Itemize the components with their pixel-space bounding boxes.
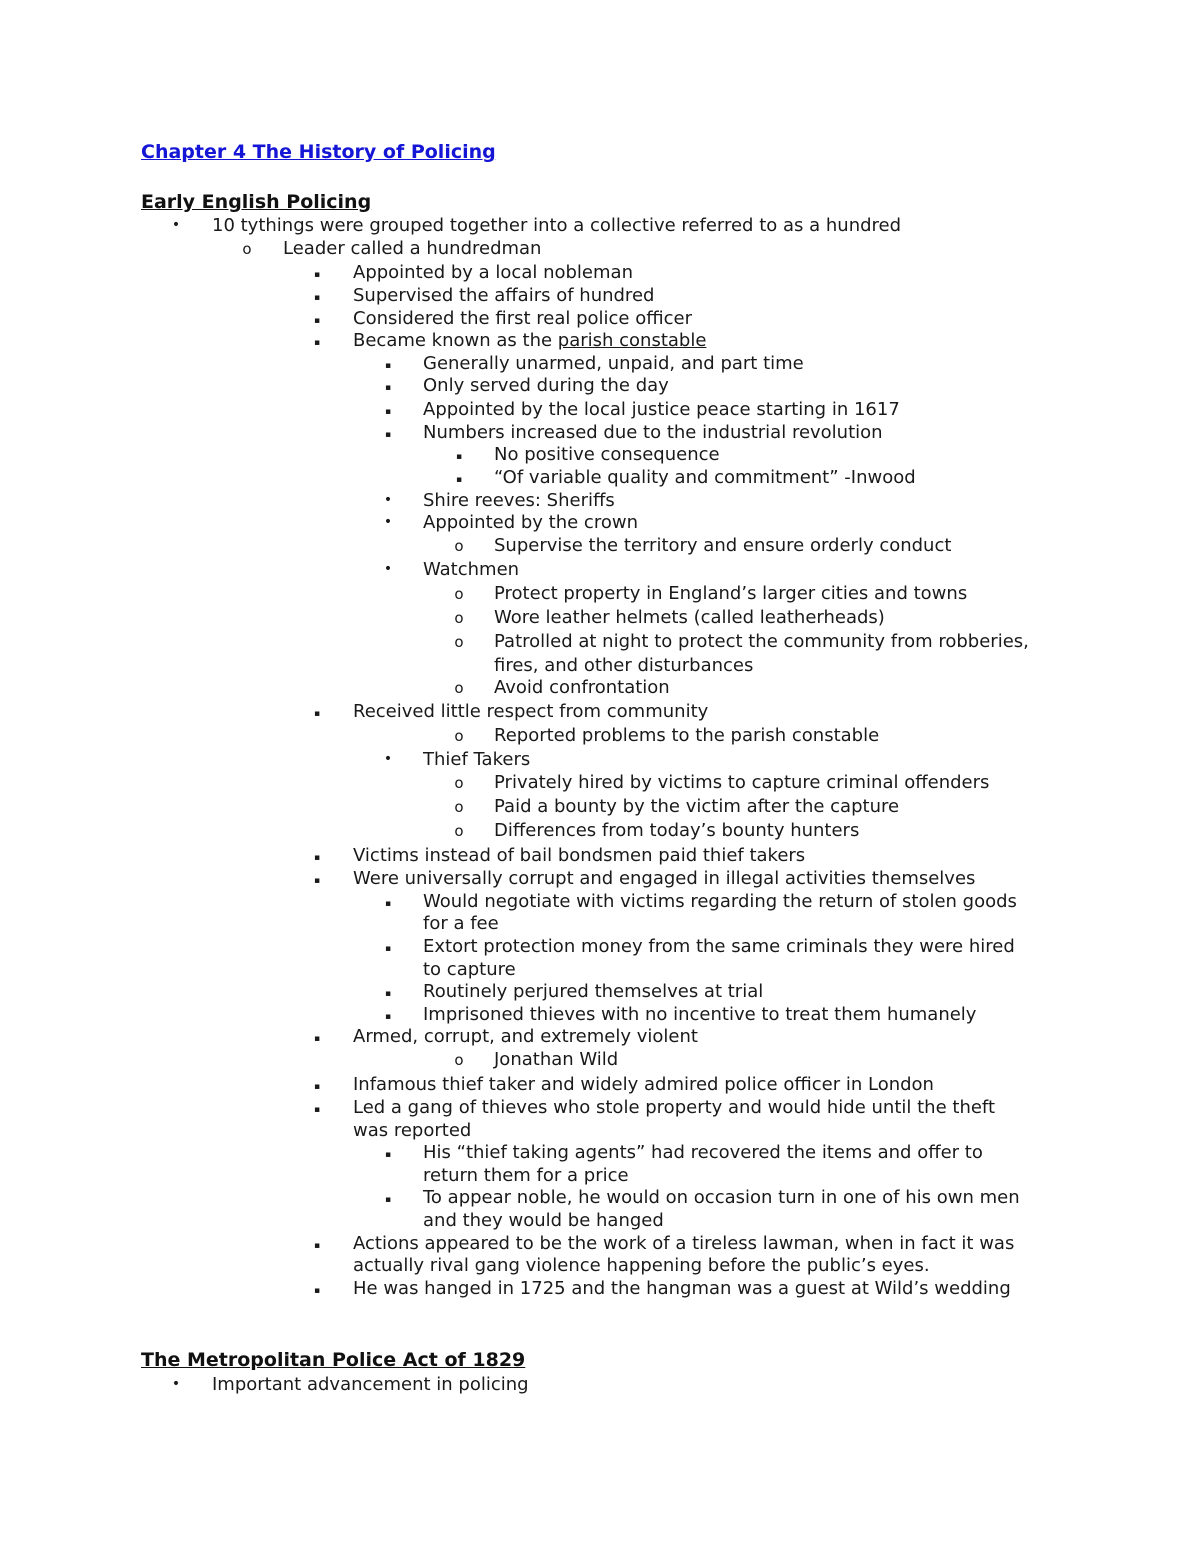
bullet-marker: • — [383, 514, 393, 530]
list-item — [384, 1186, 1020, 1209]
list-item — [313, 261, 633, 284]
list-item-text: Jonathan Wild — [494, 1049, 619, 1070]
bullet-marker: o — [454, 609, 464, 627]
list-item — [384, 1141, 983, 1164]
list-item — [313, 307, 693, 330]
list-item-text: Actions appeared to be the work of a tireless lawman, when in fact it was — [353, 1233, 1015, 1254]
bullet-marker: ▪ — [313, 338, 321, 348]
list-item — [313, 1025, 698, 1048]
bullet-marker: o — [454, 822, 464, 840]
bullet-marker: ▪ — [313, 853, 321, 863]
list-item-text: Extort protection money from the same criminals they were hired — [423, 936, 1015, 957]
list-item-text: Protect property in England’s larger cities and towns — [494, 583, 968, 604]
list-item — [313, 700, 709, 723]
list-item-text: Paid a bounty by the victim after the capture — [494, 796, 900, 817]
list-item-continuation — [423, 1164, 629, 1187]
list-item — [454, 630, 1029, 653]
list-item-text: 10 tythings were grouped together into a collective referred to as a hundred — [212, 215, 902, 236]
bullet-marker: ▪ — [313, 876, 321, 886]
bullet-marker: ▪ — [313, 1105, 321, 1115]
list-item — [454, 1048, 619, 1071]
list-item — [313, 329, 707, 352]
list-item-text: Victims instead of bail bondsmen paid thief takers — [353, 845, 806, 866]
bullet-marker: ▪ — [384, 383, 392, 393]
bullet-marker: ▪ — [313, 270, 321, 280]
list-item-text: was reported — [353, 1120, 472, 1141]
list-item-text: Were universally corrupt and engaged in illegal activities themselves — [353, 868, 976, 889]
list-item — [313, 284, 655, 307]
list-item — [313, 844, 806, 867]
bullet-marker: o — [242, 240, 252, 258]
list-item-text: actually rival gang violence happening before the public’s eyes. — [353, 1255, 930, 1276]
list-item-text: and they would be hanged — [423, 1210, 664, 1231]
list-item — [313, 1073, 934, 1096]
bullet-marker: o — [454, 774, 464, 792]
bullet-marker: ▪ — [455, 475, 463, 485]
bullet-marker: • — [383, 561, 393, 577]
list-item-text: Leader called a hundredman — [283, 238, 542, 259]
list-item — [384, 352, 804, 375]
bullet-marker: o — [454, 585, 464, 603]
list-item-continuation — [423, 958, 516, 981]
bullet-marker: ▪ — [384, 1012, 392, 1022]
list-item-text: Wore leather helmets (called leatherheads) — [494, 607, 885, 628]
bullet-marker: o — [454, 537, 464, 555]
list-item — [313, 1277, 1011, 1300]
list-item-text: Led a gang of thieves who stole property and would hide until the theft — [353, 1097, 996, 1118]
list-item-text: His “thief taking agents” had recovered the items and offer to — [423, 1142, 983, 1163]
list-item-text: Imprisoned thieves with no incentive to treat them humanely — [423, 1004, 977, 1025]
bullet-marker: ▪ — [313, 1034, 321, 1044]
list-item-text: Appointed by a local nobleman — [353, 262, 633, 283]
list-item-text: Routinely perjured themselves at trial — [423, 981, 764, 1002]
list-item — [383, 489, 615, 512]
bullet-marker: o — [454, 1051, 464, 1069]
bullet-marker: ▪ — [384, 989, 392, 999]
list-item-text: fires, and other disturbances — [494, 655, 754, 676]
bullet-marker: ▪ — [384, 944, 392, 954]
list-item-text: Supervise the territory and ensure orderly conduct — [494, 535, 952, 556]
list-item-text: He was hanged in 1725 and the hangman was a guest at Wild’s wedding — [353, 1278, 1011, 1299]
list-item-continuation — [423, 912, 499, 935]
list-item — [454, 534, 952, 557]
list-item — [242, 237, 542, 260]
list-item-text: Considered the first real police officer — [353, 308, 693, 329]
list-item-text: Differences from today’s bounty hunters — [494, 820, 860, 841]
list-item-text: Received little respect from community — [353, 701, 709, 722]
list-item-continuation — [423, 1209, 664, 1232]
section-heading-early-english-policing: Early English Policing — [141, 191, 372, 213]
list-item-text: Armed, corrupt, and extremely violent — [353, 1026, 698, 1047]
list-item — [455, 443, 720, 466]
bullet-marker: ▪ — [313, 316, 321, 326]
bullet-marker: ▪ — [384, 430, 392, 440]
list-item — [454, 606, 885, 629]
list-item-text: to capture — [423, 959, 516, 980]
bullet-marker: • — [383, 751, 393, 767]
list-item — [383, 511, 638, 534]
list-item — [384, 421, 883, 444]
list-item-text: Infamous thief taker and widely admired police officer in London — [353, 1074, 934, 1095]
list-item-text: Privately hired by victims to capture criminal offenders — [494, 772, 990, 793]
bullet-marker: ▪ — [313, 1286, 321, 1296]
list-item-text: Shire reeves: Sheriffs — [423, 490, 615, 511]
list-item — [454, 676, 670, 699]
list-item-continuation — [353, 1254, 930, 1277]
bullet-marker: ▪ — [313, 1082, 321, 1092]
list-item-text: Reported problems to the parish constable — [494, 725, 880, 746]
list-item — [384, 935, 1015, 958]
underlined-term: parish constable — [557, 330, 707, 351]
bullet-marker: ▪ — [384, 1195, 392, 1205]
list-item-text: Would negotiate with victims regarding the return of stolen goods — [423, 891, 1017, 912]
list-item-text: Only served during the day — [423, 375, 669, 396]
bullet-marker: o — [454, 679, 464, 697]
list-item — [454, 582, 968, 605]
list-item — [383, 558, 520, 581]
list-item-text: To appear noble, he would on occasion turn in one of his own men — [423, 1187, 1020, 1208]
bullet-marker: ▪ — [313, 293, 321, 303]
list-item — [454, 771, 990, 794]
list-item-text: Generally unarmed, unpaid, and part time — [423, 353, 804, 374]
bullet-marker: ▪ — [313, 1241, 321, 1251]
document-title[interactable]: Chapter 4 The History of Policing — [141, 141, 496, 163]
bullet-marker: ▪ — [313, 709, 321, 719]
list-item-text: Supervised the affairs of hundred — [353, 285, 655, 306]
list-item-text: Avoid confrontation — [494, 677, 670, 698]
bullet-marker: ▪ — [384, 361, 392, 371]
list-item — [384, 1003, 977, 1026]
bullet-marker: o — [454, 633, 464, 651]
list-item-text: Important advancement in policing — [212, 1374, 529, 1395]
list-item — [455, 466, 916, 489]
list-item — [383, 748, 531, 771]
bullet-marker: • — [171, 217, 181, 233]
bullet-marker: ▪ — [384, 1150, 392, 1160]
list-item-text: No positive consequence — [494, 444, 720, 465]
bullet-marker: • — [383, 492, 393, 508]
list-item-text: Appointed by the crown — [423, 512, 638, 533]
list-item — [313, 867, 976, 890]
bullet-marker: • — [171, 1376, 181, 1392]
list-item — [171, 214, 902, 237]
bullet-marker: o — [454, 798, 464, 816]
bullet-marker: ▪ — [455, 452, 463, 462]
list-item-continuation — [353, 1119, 471, 1142]
section-heading-metropolitan-police-act: The Metropolitan Police Act of 1829 — [141, 1349, 526, 1371]
list-item — [384, 980, 764, 1003]
bullet-marker: o — [454, 727, 464, 745]
bullet-marker: ▪ — [384, 899, 392, 909]
list-item — [454, 724, 880, 747]
list-item-text: for a fee — [423, 913, 499, 934]
list-item-continuation — [494, 654, 753, 677]
list-item-text: Patrolled at night to protect the community from robberies, — [494, 631, 1029, 652]
list-item-text: “Of variable quality and commitment” -Inwood — [494, 467, 916, 488]
list-item-text: Watchmen — [423, 559, 520, 580]
list-item-text: return them for a price — [423, 1165, 629, 1186]
list-item-text: Appointed by the local justice peace starting in 1617 — [423, 399, 900, 420]
list-item-text: Thief Takers — [423, 749, 531, 770]
list-item — [454, 795, 900, 818]
bullet-marker: ▪ — [384, 407, 392, 417]
list-item — [313, 1096, 996, 1119]
list-item-text: Became known as the — [353, 330, 558, 351]
list-item — [384, 398, 900, 421]
list-item — [384, 374, 669, 397]
list-item — [454, 819, 860, 842]
list-item-text: Numbers increased due to the industrial revolution — [423, 422, 883, 443]
list-item — [313, 1232, 1015, 1255]
list-item — [384, 890, 1017, 913]
list-item — [171, 1373, 529, 1396]
